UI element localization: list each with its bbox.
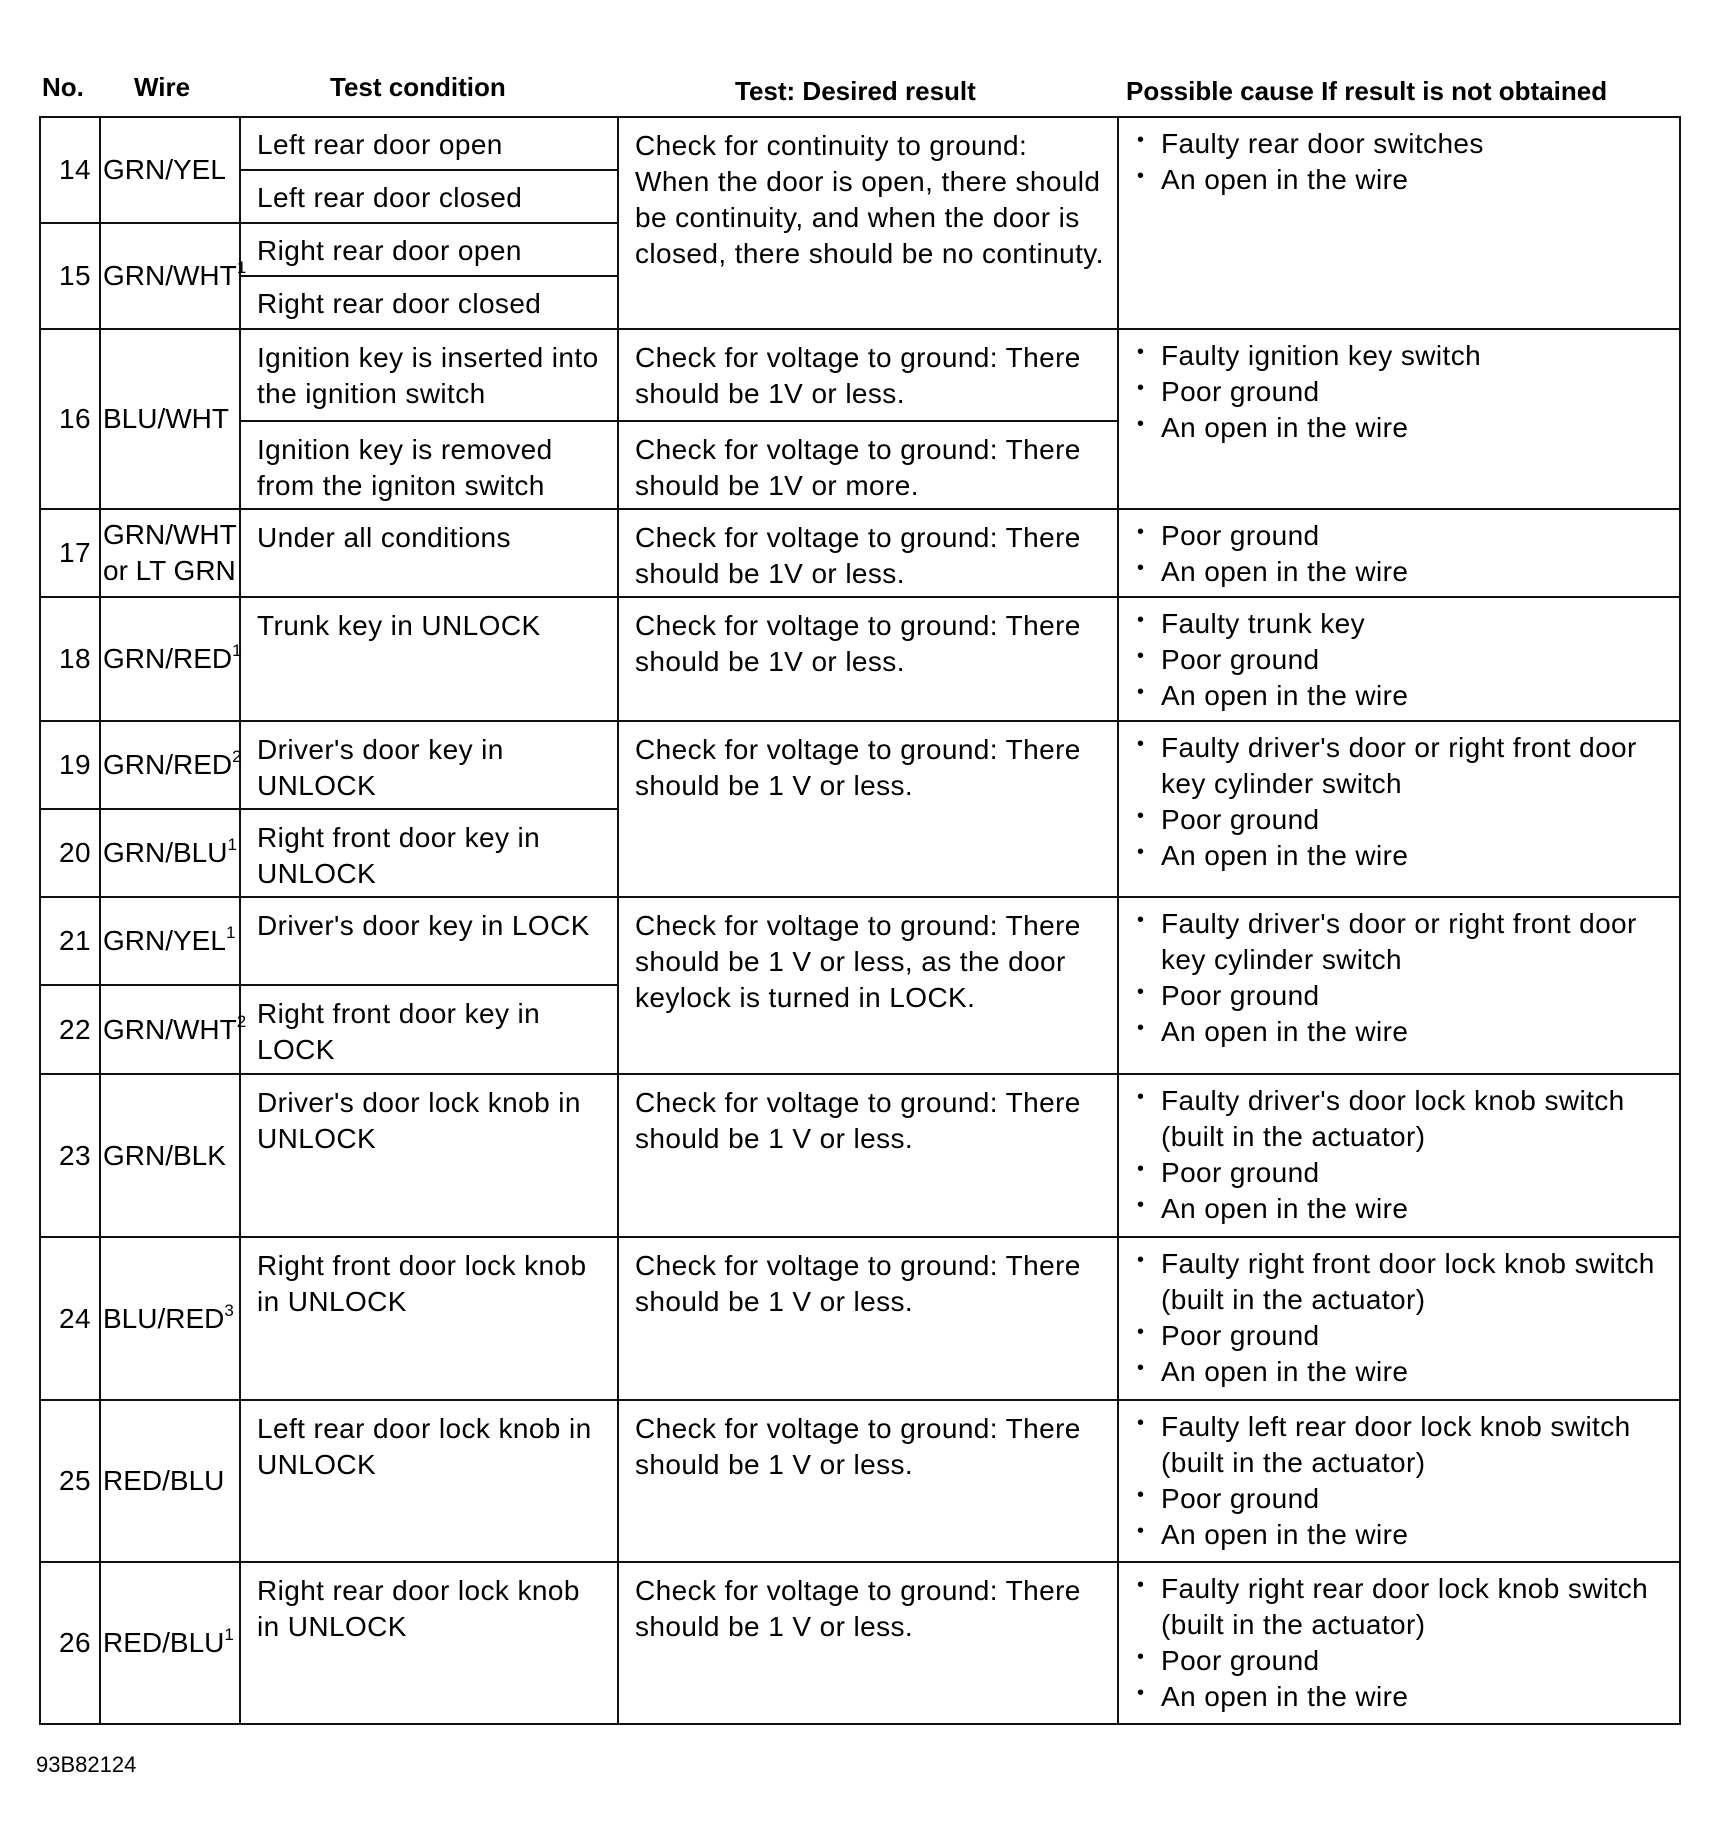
cause-item: • Faulty driver's door or right front door key cylinder switch	[1137, 906, 1671, 978]
cause-item: • Faulty trunk key	[1137, 606, 1671, 642]
cause-item: • Faulty rear door switches	[1137, 126, 1671, 162]
possible-cause-cell	[1118, 897, 1680, 1074]
cause-item: • An open in the wire	[1137, 554, 1671, 590]
cause-item: • An open in the wire	[1137, 1679, 1671, 1715]
row-wire: RED/BLU	[100, 1400, 240, 1562]
cause-item: • Faulty left rear door lock knob switch (built in the actuator)	[1137, 1409, 1671, 1481]
row-wire: GRN/BLU$^1$	[100, 809, 240, 897]
table-row	[40, 721, 1680, 809]
row-wire: GRN/RED$^2$	[100, 721, 240, 809]
table-row	[40, 1237, 1680, 1400]
cause-item: • Poor ground	[1137, 518, 1671, 554]
row-wire: GRN/WHT$^1$	[100, 223, 240, 329]
cause-item: • Faulty driver's door lock knob switch (built in the actuator)	[1137, 1083, 1671, 1155]
row-wire: RED/BLU$^1$	[100, 1562, 240, 1724]
condition-cell: Driver's door key in UNLOCK	[240, 721, 618, 809]
condition-cell: Right front door key in UNLOCK	[240, 809, 618, 897]
row-no: 26	[40, 1562, 100, 1724]
condition-cell: Right rear door closed	[240, 276, 618, 329]
footnote-mark: 1	[236, 258, 247, 277]
row-no: 21	[40, 897, 100, 985]
row-no: 16	[40, 329, 100, 509]
desired-result-cell: Check for voltage to ground: There should be 1 V or less.	[618, 1562, 1118, 1724]
table-row	[40, 897, 1680, 985]
header-possible-cause: Possible cause If result is not obtained	[1126, 76, 1608, 106]
row-wire: BLU/WHT	[100, 329, 240, 509]
desired-result-cell: Check for voltage to ground: There should be 1 V or less.	[618, 1237, 1118, 1400]
table-row	[40, 117, 1680, 170]
desired-result-cell: Check for voltage to ground: There should be 1 V or less.	[618, 1400, 1118, 1562]
cause-item: • An open in the wire	[1137, 838, 1671, 874]
table-row	[40, 597, 1680, 721]
header-test-condition: Test condition	[330, 72, 506, 102]
condition-cell: Right front door key in LOCK	[240, 985, 618, 1074]
condition-cell: Left rear door open	[240, 117, 618, 170]
cause-item: • An open in the wire	[1137, 678, 1671, 714]
desired-result-cell: Check for voltage to ground: There should be 1 V or less.	[618, 721, 1118, 897]
figure-id: 93B82124	[36, 1752, 137, 1777]
condition-cell: Ignition key is inserted into the ignition switch	[240, 329, 618, 421]
footnote-mark: 3	[224, 1300, 234, 1320]
row-no: 15	[40, 223, 100, 329]
table-row	[40, 1562, 1680, 1724]
footnote-mark: 2	[236, 1011, 247, 1031]
possible-cause-cell	[1118, 1237, 1680, 1400]
cause-item: • An open in the wire	[1137, 1517, 1671, 1553]
row-wire: BLU/RED$^3$	[100, 1237, 240, 1400]
footnote-mark: 1	[224, 1625, 234, 1644]
cause-item: • An open in the wire	[1137, 1354, 1671, 1390]
cause-item: • An open in the wire	[1137, 1191, 1671, 1227]
row-no: 24	[40, 1237, 100, 1400]
row-wire: GRN/WHT$^2$	[100, 985, 240, 1074]
row-no: 22	[40, 985, 100, 1074]
possible-cause-cell	[1118, 597, 1680, 721]
row-wire: GRN/BLK	[100, 1074, 240, 1237]
footnote-mark: 1	[227, 835, 237, 854]
cause-item: • An open in the wire	[1137, 162, 1671, 198]
row-no: 19	[40, 721, 100, 809]
desired-result-cell: Check for voltage to ground: There should be 1V or less.	[618, 597, 1118, 721]
row-no: 17	[40, 509, 100, 597]
row-no: 20	[40, 809, 100, 897]
desired-result-cell: Check for continuity to ground: When the door is open, there should be continuity, and when the door is closed, there should be no continuty.	[618, 117, 1118, 329]
condition-cell: Trunk key in UNLOCK	[240, 597, 618, 721]
row-wire: GRN/RED$^1$	[100, 597, 240, 721]
footnote-mark: 1	[232, 641, 242, 660]
condition-cell: Left rear door lock knob in UNLOCK	[240, 1400, 618, 1562]
cause-item: • Poor ground	[1137, 802, 1671, 838]
cause-item: • Faulty ignition key switch	[1137, 338, 1671, 374]
header-no: No.	[42, 72, 84, 102]
row-no: 14	[40, 117, 100, 223]
desired-result-cell: Check for voltage to ground: There should be 1V or more.	[618, 421, 1118, 509]
table-row	[40, 1074, 1680, 1237]
possible-cause-cell	[1118, 721, 1680, 897]
desired-result-cell: Check for voltage to ground: There should be 1 V or less.	[618, 1074, 1118, 1237]
header-desired-result: Test: Desired result	[735, 76, 976, 106]
cause-item: • Poor ground	[1137, 1481, 1671, 1517]
condition-cell: Ignition key is removed from the igniton switch	[240, 421, 618, 509]
cause-item: • An open in the wire	[1137, 1014, 1671, 1050]
wire-test-table	[39, 116, 1681, 1725]
possible-cause-cell	[1118, 509, 1680, 597]
table-row	[40, 1400, 1680, 1562]
condition-cell: Right front door lock knob in UNLOCK	[240, 1237, 618, 1400]
cause-item: • Poor ground	[1137, 1318, 1671, 1354]
cause-item: • Faulty right front door lock knob switch (built in the actuator)	[1137, 1246, 1671, 1318]
footnote-mark: 1	[225, 923, 236, 942]
row-no: 23	[40, 1074, 100, 1237]
condition-cell: Right rear door lock knob in UNLOCK	[240, 1562, 618, 1724]
possible-cause-cell	[1118, 329, 1680, 509]
row-no: 25	[40, 1400, 100, 1562]
row-wire: GRN/WHT or LT GRN	[100, 509, 240, 597]
condition-cell: Left rear door closed	[240, 170, 618, 223]
desired-result-cell: Check for voltage to ground: There should be 1V or less.	[618, 329, 1118, 421]
condition-cell: Under all conditions	[240, 509, 618, 597]
possible-cause-cell	[1118, 1562, 1680, 1724]
desired-result-cell: Check for voltage to ground: There should be 1 V or less, as the door keylock is turned in LOCK.	[618, 897, 1118, 1074]
possible-cause-cell	[1118, 117, 1680, 329]
condition-cell: Right rear door open	[240, 223, 618, 276]
cause-item: • Poor ground	[1137, 374, 1671, 410]
condition-cell: Driver's door lock knob in UNLOCK	[240, 1074, 618, 1237]
possible-cause-cell	[1118, 1400, 1680, 1562]
row-no: 18	[40, 597, 100, 721]
cause-item: • Faulty driver's door or right front door key cylinder switch	[1137, 730, 1671, 802]
possible-cause-cell	[1118, 1074, 1680, 1237]
row-wire: GRN/YEL$^1$	[100, 897, 240, 985]
cause-item: • Poor ground	[1137, 1155, 1671, 1191]
cause-item: • Poor ground	[1137, 642, 1671, 678]
table-row	[40, 329, 1680, 421]
row-wire: GRN/YEL	[100, 117, 240, 223]
cause-item: • Poor ground	[1137, 978, 1671, 1014]
cause-item: • An open in the wire	[1137, 410, 1671, 446]
condition-cell: Driver's door key in LOCK	[240, 897, 618, 985]
footnote-mark: 2	[232, 747, 242, 766]
cause-item: • Faulty right rear door lock knob switch (built in the actuator)	[1137, 1571, 1671, 1643]
desired-result-cell: Check for voltage to ground: There should be 1V or less.	[618, 509, 1118, 597]
header-wire: Wire	[134, 72, 191, 102]
table-row	[40, 509, 1680, 597]
cause-item: • Poor ground	[1137, 1643, 1671, 1679]
